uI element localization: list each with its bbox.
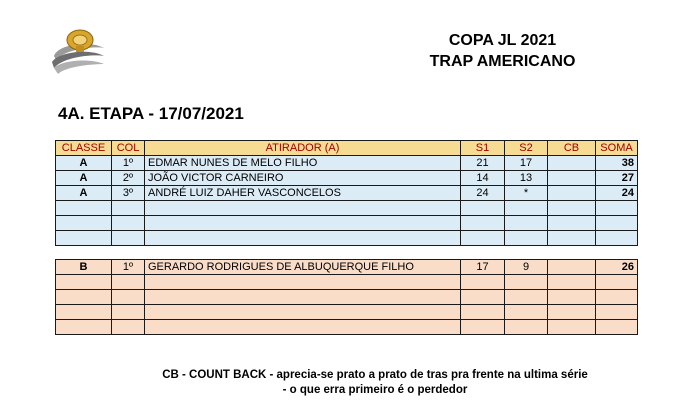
footnote-line1: CB - COUNT BACK - aprecia-se prato a prato de tras pra frente na ultima série: [162, 369, 588, 381]
cell-atirador: ANDRÉ LUIZ DAHER VASCONCELOS: [145, 186, 461, 201]
competition-title: COPA JL 2021: [448, 32, 557, 49]
col-header-classe: CLASSE: [56, 141, 112, 156]
cell-classe: B: [56, 260, 112, 275]
cell-s2: 9: [505, 260, 548, 275]
cell-s1: 17: [461, 260, 505, 275]
cell-soma: 24: [596, 186, 638, 201]
col-header-s2: S2: [505, 141, 548, 156]
table-header-row: [56, 141, 638, 156]
cell-classe: A: [56, 186, 112, 201]
cell-col: 1º: [112, 156, 145, 171]
cell-cb: [548, 171, 596, 186]
cell-classe: A: [56, 156, 112, 171]
club-logo-icon: [50, 26, 106, 76]
cell-s2: 17: [505, 156, 548, 171]
cell-classe: A: [56, 171, 112, 186]
cell-s1: 24: [461, 186, 505, 201]
table-row: [56, 186, 638, 201]
empty-row: [56, 320, 638, 335]
empty-row: [56, 201, 638, 216]
cell-col: 1º: [112, 260, 145, 275]
cell-soma: 26: [596, 260, 638, 275]
col-header-col: COL: [112, 141, 145, 156]
empty-row: [56, 290, 638, 305]
cell-cb: [548, 260, 596, 275]
group-divider: [56, 246, 638, 260]
col-header-soma: SOMA: [596, 141, 638, 156]
title-block: [380, 30, 625, 72]
cell-atirador: EDMAR NUNES DE MELO FILHO: [145, 156, 461, 171]
footnote: [140, 368, 610, 398]
stage-heading: 4A. ETAPA - 17/07/2021: [58, 104, 244, 123]
footnote-line2: - o que erra primeiro é o perdedor: [282, 384, 468, 396]
cell-atirador: JOÃO VICTOR CARNEIRO: [145, 171, 461, 186]
col-header-atirador: ATIRADOR (A): [145, 141, 461, 156]
empty-row: [56, 231, 638, 246]
cell-col: 2º: [112, 171, 145, 186]
cell-cb: [548, 186, 596, 201]
cell-cb: [548, 156, 596, 171]
cell-s2: 13: [505, 171, 548, 186]
cell-soma: 27: [596, 171, 638, 186]
results-table: [55, 140, 638, 335]
table-row: [56, 171, 638, 186]
col-header-s1: S1: [461, 141, 505, 156]
cell-s2: *: [505, 186, 548, 201]
cell-s1: 14: [461, 171, 505, 186]
empty-row: [56, 305, 638, 320]
col-header-cb: CB: [548, 141, 596, 156]
cell-soma: 38: [596, 156, 638, 171]
cell-atirador: GERARDO RODRIGUES DE ALBUQUERQUE FILHO: [145, 260, 461, 275]
empty-row: [56, 216, 638, 231]
table-row: [56, 260, 638, 275]
empty-row: [56, 275, 638, 290]
table-row: [56, 156, 638, 171]
competition-subtitle: TRAP AMERICANO: [429, 53, 576, 70]
cell-col: 3º: [112, 186, 145, 201]
cell-s1: 21: [461, 156, 505, 171]
